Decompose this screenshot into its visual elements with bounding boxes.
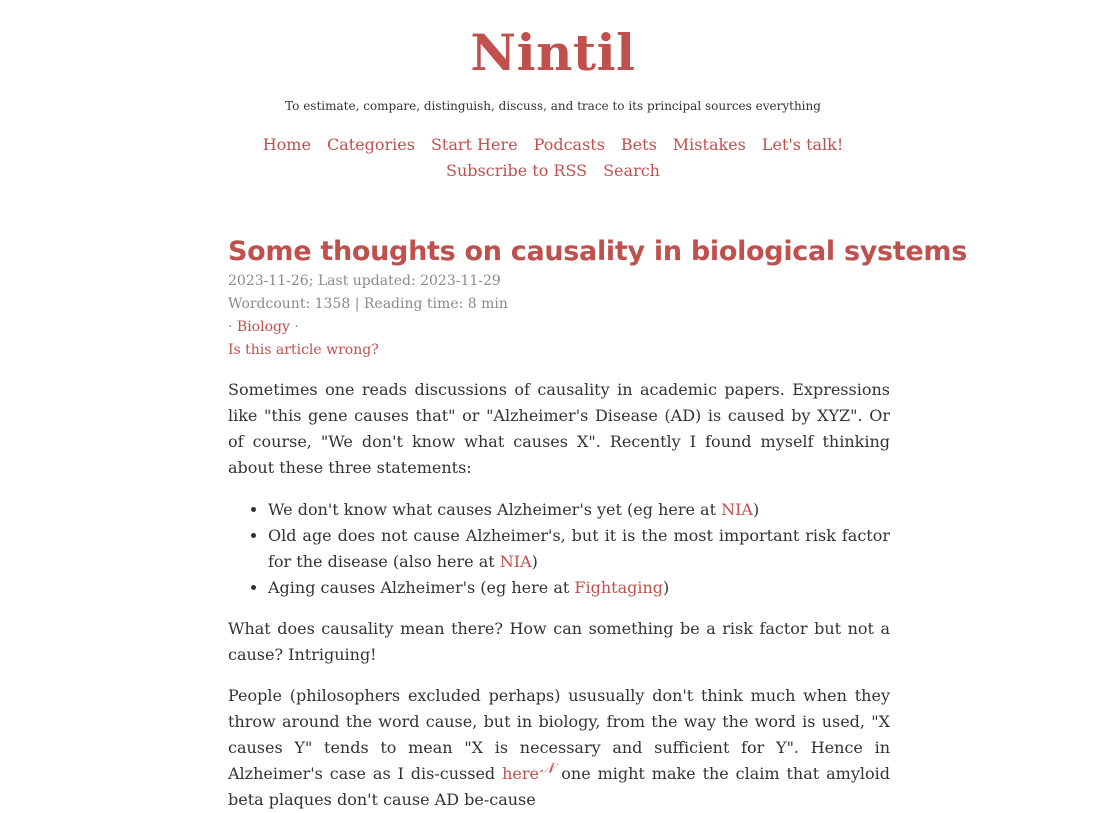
nia-link[interactable]: NIA: [499, 552, 532, 571]
site-tagline: To estimate, compare, distinguish, discuss, and trace to its principal sources everything: [285, 99, 821, 113]
nav-lets-talk[interactable]: Let's talk!: [761, 135, 844, 154]
nav-subscribe-rss[interactable]: Subscribe to RSS: [446, 161, 588, 180]
list-item: • Aging causes Alzheimer's (eg here at Fightaging): [268, 575, 890, 601]
nav-mistakes[interactable]: Mistakes: [672, 135, 746, 154]
category-separator: ·: [294, 319, 299, 335]
list-item: • Old age does not cause Alzheimer's, but it is the most important risk factor for the disease (also here at NIA): [268, 523, 890, 575]
nav-bets[interactable]: Bets: [620, 135, 657, 154]
nav-categories[interactable]: Categories: [326, 135, 415, 154]
nav-start-here[interactable]: Start Here: [430, 135, 518, 154]
nav-home[interactable]: Home: [262, 135, 311, 154]
category-biology-link[interactable]: Biology: [236, 319, 290, 335]
main-nav: [233, 132, 873, 184]
article-wrong-link[interactable]: Is this article wrong?: [228, 342, 379, 358]
fightaging-link[interactable]: Fightaging: [574, 578, 664, 597]
paragraph-intro: Sometimes one reads discussions of causality in academic papers. Expressions like "this gene causes that" or "Alzheimer's Disease (AD) is caused by XYZ". Or of course, "We don't know what causes X". Recently I found myself thinking about these three statements:: [228, 380, 890, 477]
post-meta: [228, 270, 890, 362]
paragraph-causality: People (philosophers excluded perhaps) ususually don't think much when they throw around the word cause, but in biology, from the way the word is used, "X causes Y" tends to mean "X is necessary and sufficient for Y". Hence in Alzheimer's case as I dis-cussed here𝒩 one might make the claim that amyloid beta plaques don't cause AD be-cause: [228, 686, 890, 809]
statements-list: [228, 497, 890, 601]
nav-podcasts[interactable]: Podcasts: [533, 135, 605, 154]
post-dates: 2023-11-26; Last updated: 2023-11-29: [228, 273, 501, 289]
nav-search[interactable]: Search: [603, 161, 660, 180]
article: [228, 234, 968, 813]
category-separator: ·: [228, 319, 233, 335]
site-title-link[interactable]: Nintil: [470, 23, 636, 82]
list-item: • We don't know what causes Alzheimer's yet (eg here at NIA): [268, 497, 890, 523]
paragraph-question: What does causality mean there? How can something be a risk factor but not a cause? Intriguing!: [228, 619, 890, 664]
post-stats: Wordcount: 1358 | Reading time: 8 min: [228, 296, 508, 312]
post-title: Some thoughts on causality in biological systems: [228, 236, 968, 267]
here-link[interactable]: here: [502, 764, 539, 783]
post-categories: [228, 316, 890, 339]
nia-link[interactable]: NIA: [721, 500, 753, 519]
site-title: [0, 0, 1106, 84]
nintil-footnote-icon[interactable]: 𝒩: [539, 759, 555, 777]
site-header: [0, 0, 1106, 184]
